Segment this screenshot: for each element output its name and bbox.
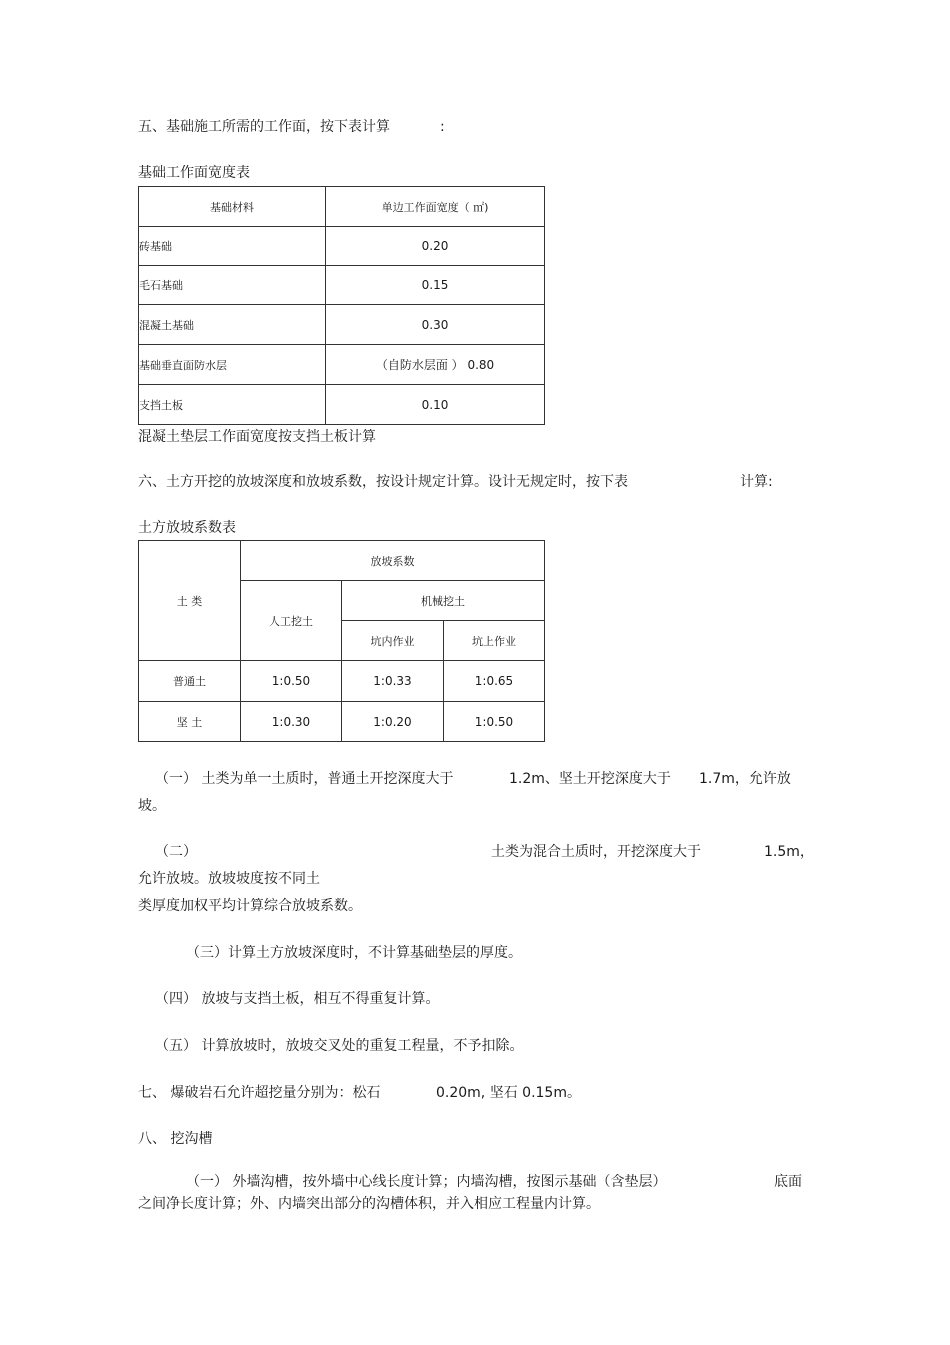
header-pit-inside: 坑内作业 bbox=[342, 621, 444, 661]
item1-part2: 1.2m、坚土开挖深度大于 bbox=[509, 771, 671, 787]
table1-header-row bbox=[139, 187, 545, 227]
table-row bbox=[139, 385, 545, 425]
section8-heading: 八、 挖沟槽 bbox=[138, 1131, 213, 1147]
material-cell: 基础垂直面防水层 bbox=[139, 345, 326, 385]
pit-inside-cell: 1:0.33 bbox=[342, 661, 444, 702]
item2-part2: 土类为混合土质时，开挖深度大于 bbox=[491, 844, 701, 860]
header-slope-coef: 放坡系数 bbox=[241, 541, 545, 581]
item4: （四） 放坡与支挡土板，相互不得重复计算。 bbox=[155, 991, 440, 1007]
width-cell: 0.10 bbox=[326, 385, 545, 425]
manual-cell: 1:0.30 bbox=[241, 702, 342, 742]
section7-part1: 七、 爆破岩石允许超挖量分别为：松石 bbox=[138, 1085, 381, 1101]
work-face-width-table bbox=[138, 186, 545, 425]
item5: （五） 计算放坡时，放坡交叉处的重复工程量，不予扣除。 bbox=[155, 1038, 524, 1054]
item1-part4: 坡。 bbox=[138, 798, 166, 814]
width-cell: （自防水层面 ） 0.80 bbox=[326, 345, 545, 385]
table-row bbox=[139, 305, 545, 345]
section5-heading: 五、基础施工所需的工作面，按下表计算 bbox=[138, 119, 390, 135]
table-row bbox=[139, 266, 545, 305]
section5-colon: : bbox=[440, 119, 445, 135]
table1-note: 混凝土垫层工作面宽度按支挡土板计算 bbox=[138, 429, 376, 445]
pit-above-cell: 1:0.65 bbox=[444, 661, 545, 702]
soil-cell: 坚 土 bbox=[139, 702, 241, 742]
manual-cell: 1:0.50 bbox=[241, 661, 342, 702]
material-cell: 砖基础 bbox=[139, 227, 326, 266]
table-row bbox=[139, 661, 545, 702]
slope-coefficient-table bbox=[138, 540, 545, 742]
item3: （三）计算土方放坡深度时，不计算基础垫层的厚度。 bbox=[186, 945, 522, 961]
table2-title: 土方放坡系数表 bbox=[138, 520, 236, 536]
section6-heading-tail: 计算: bbox=[740, 474, 773, 490]
pit-inside-cell: 1:0.20 bbox=[342, 702, 444, 742]
table1-title: 基础工作面宽度表 bbox=[138, 165, 250, 181]
width-cell: 0.20 bbox=[326, 227, 545, 266]
width-cell: 0.30 bbox=[326, 305, 545, 345]
width-cell: 0.15 bbox=[326, 266, 545, 305]
material-cell: 毛石基础 bbox=[139, 266, 326, 305]
header-width: 单边工作面宽度（ ㎡) bbox=[326, 187, 545, 227]
item1-part1: （一） 土类为单一土质时，普通土开挖深度大于 bbox=[155, 771, 454, 787]
item2-part4: 允许放坡。放坡坡度按不同土 bbox=[138, 871, 320, 887]
section6-heading: 六、土方开挖的放坡深度和放坡系数，按设计规定计算。设计无规定时，按下表 bbox=[138, 474, 628, 490]
section8-para-part1: （一） 外墙沟槽，按外墙中心线长度计算；内墙沟槽，按图示基础（含垫层） bbox=[186, 1174, 667, 1190]
soil-cell: 普通土 bbox=[139, 661, 241, 702]
item2-part1: （二） bbox=[155, 844, 197, 860]
table-row bbox=[139, 702, 545, 742]
header-pit-above: 坑上作业 bbox=[444, 621, 545, 661]
pit-above-cell: 1:0.50 bbox=[444, 702, 545, 742]
header-machine: 机械挖土 bbox=[342, 581, 545, 621]
material-cell: 支挡土板 bbox=[139, 385, 326, 425]
header-manual: 人工挖土 bbox=[241, 581, 342, 661]
material-cell: 混凝土基础 bbox=[139, 305, 326, 345]
item2-part5: 类厚度加权平均计算综合放坡系数。 bbox=[138, 898, 362, 914]
section7-part2: 0.20m, 坚石 0.15m。 bbox=[436, 1085, 581, 1101]
section8-para-part2: 底面 bbox=[774, 1174, 802, 1190]
header-material: 基础材料 bbox=[139, 187, 326, 227]
item1-part3: 1.7m，允许放 bbox=[699, 771, 791, 787]
table-row bbox=[139, 227, 545, 266]
section8-para-part3: 之间净长度计算；外、内墙突出部分的沟槽体积，并入相应工程量内计算。 bbox=[138, 1196, 600, 1212]
table-row bbox=[139, 345, 545, 385]
header-soil-type: 土 类 bbox=[139, 541, 241, 661]
item2-part3: 1.5m， bbox=[764, 844, 814, 860]
